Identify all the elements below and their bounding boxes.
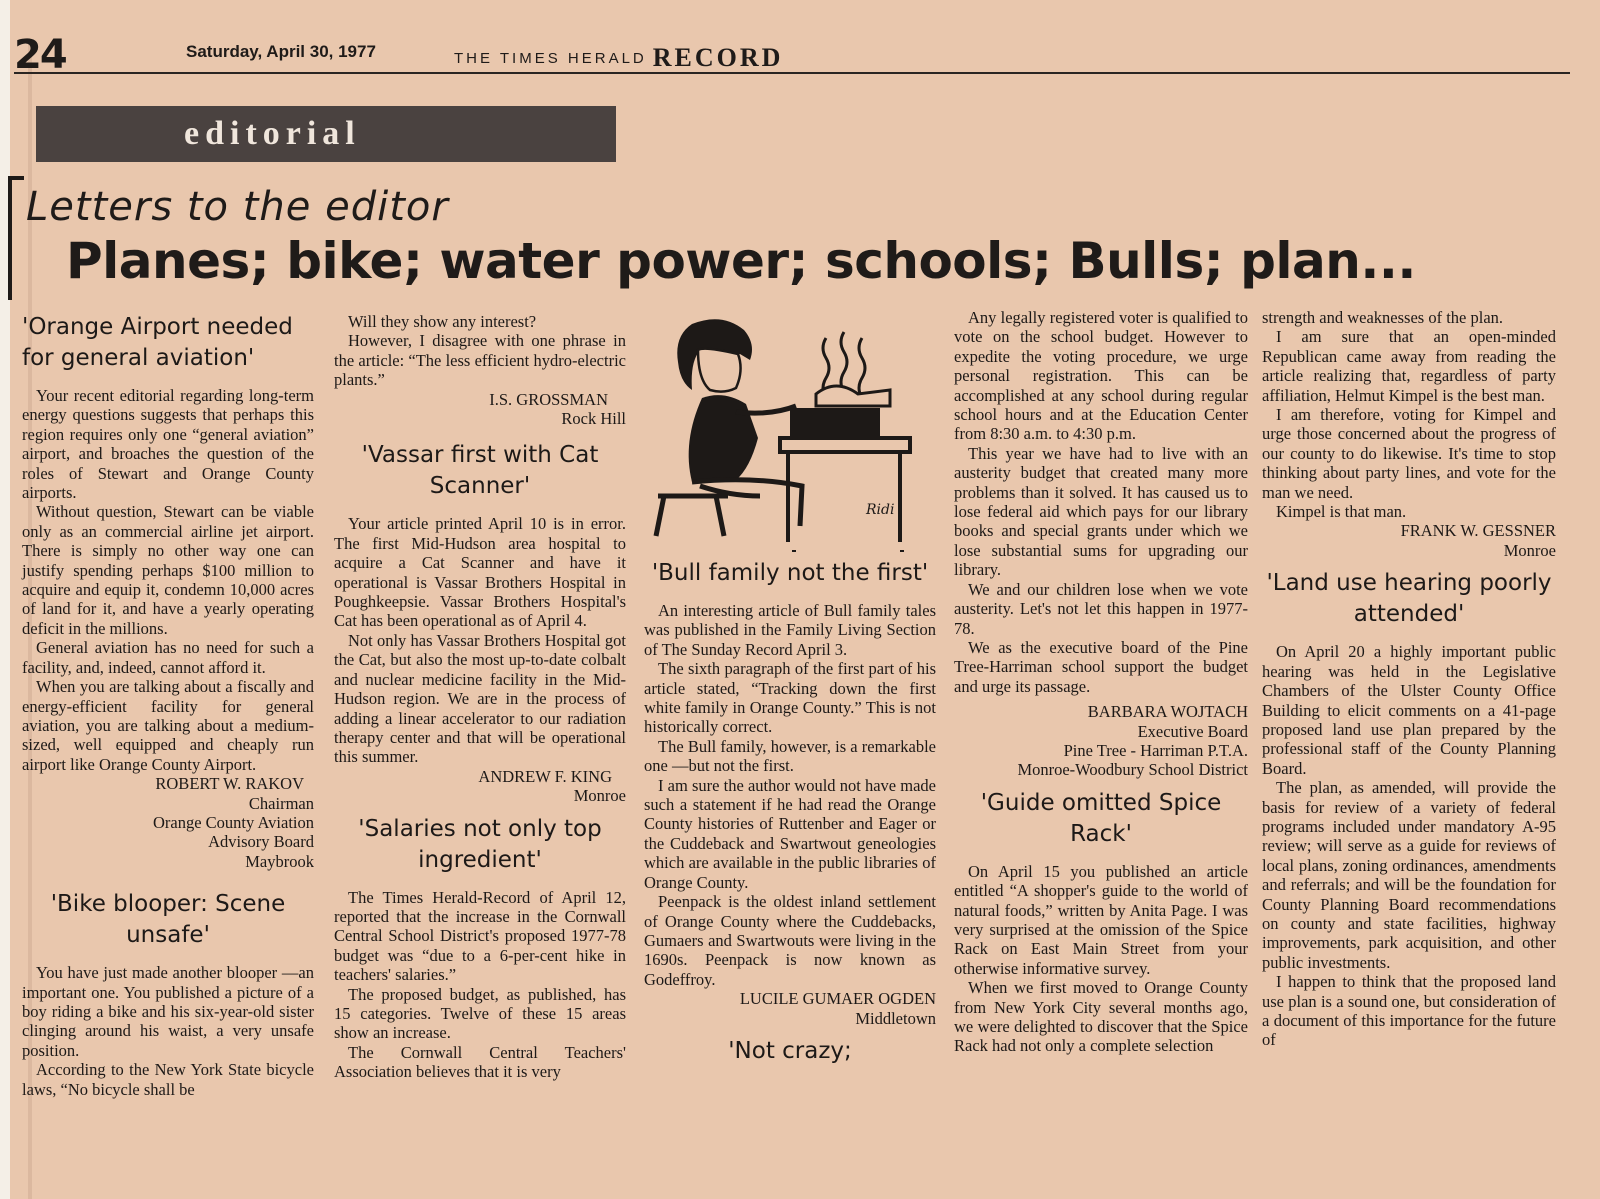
face [698,349,741,392]
column-4 [954,308,1248,1056]
kicker: Letters to the editor [26,184,449,230]
paragraph: You have just made another blooper —an important one. You published a picture of a boy riding a bike and his six-year-old sister clinging around his waist, a very unsafe position. [22,963,314,1060]
headline: Planes; bike; water power; schools; Bulls; plan... [66,232,1416,290]
paragraph: The sixth paragraph of the first part of his article stated, “Tracking down the first white family in Orange County.” This is not historically correct. [644,659,936,737]
signature-name: ANDREW F. KING [478,766,612,786]
paragraph: On April 20 a highly important public hearing was held in the Legislative Chambers of the Ulster County Office Building to elicit comments on a 41-page proposed land use plan prepared by the professional staff of the County Planning Board. [1262,642,1556,778]
letter-headline: 'Bike blooper: Scene unsafe' [50,891,286,949]
signature-line: Rock Hill [561,409,626,429]
paragraph: On April 15 you published an article entitled “A shopper's guide to the world of natural foods,” written by Anita Page. I was very surprised at the omission of the Spice Rack on East Main Street from your otherwise informative survey. [954,861,1248,978]
paragraph: I am sure the author would not have made such a statement if he had read the Orange County histories of Ruttenber and Eager or the Cuddeback and Swartwout geneologies which are available in the public libraries of Orange County. [644,775,936,892]
column-3 [644,558,936,1079]
paragraph: strength and weaknesses of the plan. [1262,308,1504,327]
paragraph: We as the executive board of the Pine Tree-Harriman school support the budget and urge its passage. [954,637,1248,696]
paragraph: Without question, Stewart can be viable only as an commercial airline jet airport. There is simply no other way one can justify spending perhaps $100 million to acquire and equip it, condemn 10,000 acres of land for it, and have a yearly operating deficit in the millions. [22,502,314,638]
page-number: 24 [14,32,66,78]
legs [692,480,802,526]
paragraph: However, I disagree with one phrase in the article: “The less efficient hydro-electric plants.” [334,331,626,390]
paragraph: Not only has Vassar Brothers Hospital got the Cat, but also the most up-to-date colbalt and nuclear medicine facility in the Mid-Hudson region. We are in the process of adding a linear accelerator to our radiation therapy center and that will be operational this summer. [334,630,626,767]
bracket-decoration [8,176,24,300]
paragraph: Your recent editorial regarding long-term energy questions suggests that perhaps this region requires only one “general aviation” airport, and broaches the question of the roles of Stewart and Orange County airports. [22,386,314,503]
signature-line: Chairman [248,793,314,813]
paragraph: The proposed budget, as published, has 15 categories. Twelve of these 15 areas show an increase. [334,984,626,1043]
column-2 [334,312,626,1082]
paragraph: The Cornwall Central Teachers' Association believes that it is very [334,1042,626,1082]
paragraph: The Bull family, however, is a remarkable one —but not the first. [644,736,936,776]
issue-date: Saturday, April 30, 1977 [186,42,376,61]
letter-headline: 'Orange Airport needed for general aviation' [22,314,293,371]
paragraph: I am therefore, voting for Kimpel and urge those concerned about the progress of our county to do likewise. It's time to stop thinking about party lines, and vote for the man we need. [1262,405,1556,502]
signature-name: FRANK W. GESSNER [1400,521,1556,541]
stool [656,496,728,536]
signature-line: Monroe [1503,540,1556,560]
paragraph: The plan, as amended, will provide the basis for review of a variety of federal programs included under mandatory A-95 review; will serve as a guide for reviews of local plans, zoning ordinances, amendments and referrals; and will be the foundation for County Planning Board recommendations on county and state facilities, highway improvements, park acquisition, and other public investments. [1262,778,1556,972]
letter-headline: 'Guide omitted Spice Rack' [980,789,1222,847]
typewriter-carriage [816,386,890,406]
signature-line: Monroe-Woodbury School District [1017,760,1248,780]
letter-headline: 'Bull family not the first' [651,560,929,586]
signature-line: Monroe [573,786,626,806]
paragraph: When we first moved to Orange County from New York City several months ago, we were delighted to discover that the Spice Rack had not only a complete selection [954,978,1248,1056]
paragraph: Will they show any interest? [348,312,537,331]
paragraph: Kimpel is that man. [1276,502,1407,522]
typewriter [790,408,880,436]
column-5 [1262,308,1556,1050]
paragraph: This year we have had to live with an austerity budget that created many more problems than it solved. It has caused us to lose federal aid which pays for our library books and special grants under which we lose substantial sums for upgrading our library. [954,443,1248,580]
signature-line: Middletown [855,1008,936,1028]
signature-line: Orange County Aviation [152,812,314,832]
letter-headline: 'Land use hearing poorly attended' [1266,570,1552,628]
newspaper-name [454,40,783,70]
signature-line: Advisory Board [208,832,314,852]
typist-cartoon [640,316,930,552]
signature-name: I.S. GROSSMAN [489,389,608,409]
body [689,395,758,482]
paragraph: I am sure that an open-minded Republican came away from reading the article realizing that, regardless of party affiliation, Helmut Kimpel is the best man. [1262,327,1556,405]
steam-line [841,332,847,392]
signature-line: Executive Board [1137,721,1248,741]
paragraph: According to the New York State bicycle laws, “No bicycle shall be [22,1060,314,1099]
signature-line: Pine Tree - Harriman P.T.A. [1063,740,1248,760]
steam-line [859,338,865,398]
letter-headline: 'Vassar first with Cat Scanner' [361,442,599,500]
column-1 [22,312,314,1099]
newspaper-name-prefix: THE TIMES HERALD [454,50,647,67]
masthead [14,32,1570,78]
signature-line: Maybrook [245,851,314,871]
signature-name: ROBERT W. RAKOV [155,774,304,794]
paragraph: An interesting article of Bull family tales was published in the Family Living Section of The Sunday Record April 3. [644,601,936,659]
signature-name: BARBARA WOJTACH [1087,702,1248,722]
paragraph: Your article printed April 10 is in error. The first Mid-Hudson area hospital to acquire a Cat Scanner and have it operational is Vassar Brothers Hospital in Poughkeepsie. Vassar Brothers Hospital's Cat has been operational as of April 4. [334,514,626,631]
paragraph: Any legally registered voter is qualified to vote on the school budget. However to expedite the voting procedure, we urge personal registration. This can be accomplished at any school during regular school hours and at the Education Center from 8:30 a.m. to 4:30 p.m. [954,308,1248,444]
paragraph: General aviation has no need for such a facility, and, indeed, cannot afford it. [22,638,314,677]
paragraph: The Times Herald-Record of April 12, reported that the increase in the Cornwall Central School District's proposed 1977-78 budget was “due to a 6-per-cent hike in teachers' salaries.” [334,887,626,985]
paragraph: When you are talking about a fiscally and energy-efficient facility for general aviation, you are talking about a medium-sized, well equipped and cheaply run airport like Orange County Airport. [22,677,314,774]
paragraph: Peenpack is the oldest inland settlement of Orange County where the Cuddebacks, Gumaers and Swartwouts were living in the 1690s. Peenpack is now known as Godeffroy. [644,892,936,989]
signature-name: LUCILE GUMAER OGDEN [739,989,936,1009]
cartoon-signature: Ridi [866,502,895,518]
newspaper-name-main: RECORD [652,43,784,72]
paragraph: We and our children lose when we vote austerity. Let's not let this happen in 1977-78. [954,579,1248,638]
letter-headline: 'Salaries not only top ingredient' [358,815,602,873]
letter-headline: 'Not crazy; [728,1037,852,1064]
section-label: editorial [36,106,616,162]
paragraph: I happen to think that the proposed land use plan is a sound one, but consideration of a document of this importance for the future of [1262,972,1556,1050]
